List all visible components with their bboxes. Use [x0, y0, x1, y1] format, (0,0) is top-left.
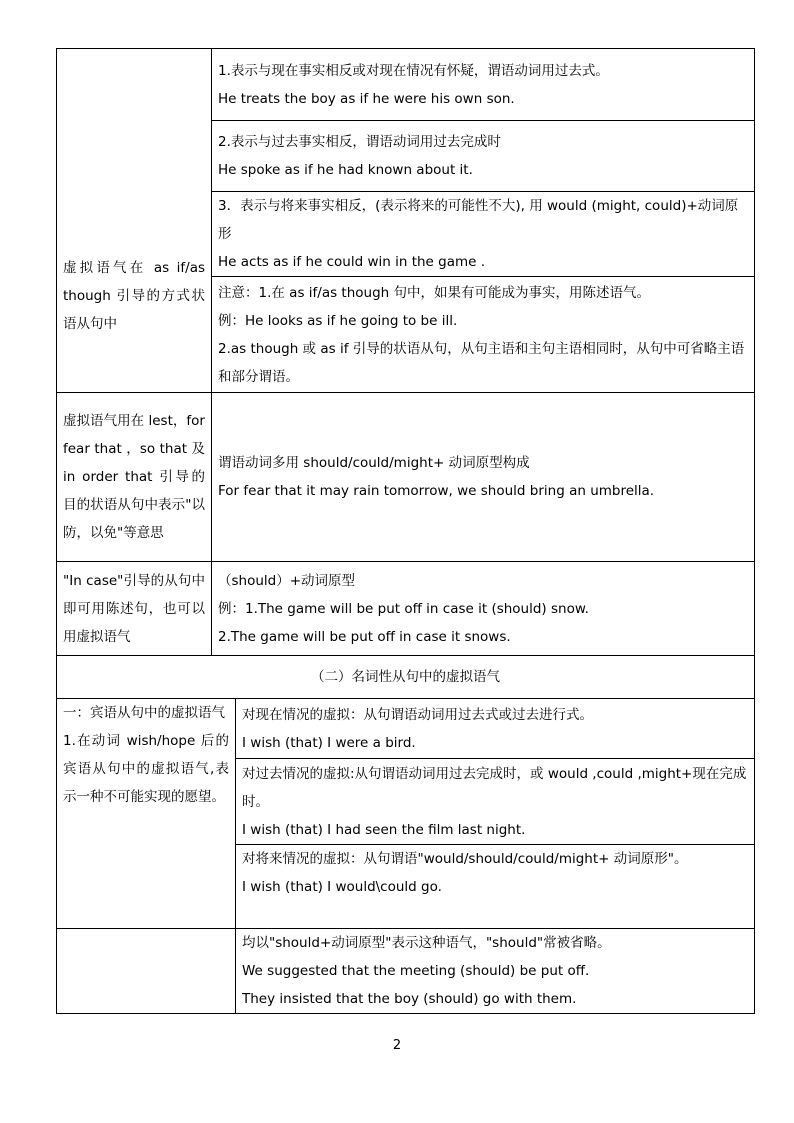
example-future: He acts as if he could win in the game .	[218, 254, 486, 270]
row-note	[212, 277, 755, 393]
lest-label	[57, 393, 212, 562]
note-omission: 2.as though 或 as if 引导的状语从句，从句主语和主句主语相同时，从句中可省略主语和部分谓语。	[218, 340, 745, 385]
wish-present-example: I wish (that) I were a bird.	[242, 734, 416, 751]
in-case-rule: （should）+动词原型	[218, 572, 356, 589]
note-rule: 注意：1.在 as if/as though 句中，如果有可能成为事实，用陈述语气。	[218, 284, 650, 301]
row-past	[212, 121, 755, 192]
object-clause-label	[57, 699, 236, 929]
wish-future-example: I wish (that) I would\could go.	[242, 879, 442, 895]
page-number: 2	[392, 1038, 402, 1053]
as-if-label-text: 虚拟语气在 as if/as though 引导的方式状语从句中	[63, 259, 205, 332]
document-page	[56, 48, 754, 1014]
suggest-example-1: We suggested that the meeting (should) be put off.	[242, 963, 590, 979]
in-case-example-1: 例：1.The game will be put off in case it (should) snow.	[218, 600, 589, 617]
suggest-rule: 均以"should+动词原型"表示这种语气，"should"常被省略。	[242, 935, 611, 951]
in-case-example-2: 2.The game will be put off in case it snows.	[218, 628, 511, 645]
suggest-label	[57, 929, 236, 1014]
suggest-content	[236, 929, 755, 1014]
as-if-label	[57, 49, 212, 393]
example-present: He treats the boy as if he were his own son.	[218, 90, 515, 107]
suggest-example-2: They insisted that the boy (should) go with them.	[242, 991, 577, 1007]
wish-past-row	[236, 759, 755, 845]
section-heading	[57, 656, 755, 699]
row-future	[212, 192, 755, 277]
note-example: 例：He looks as if he going to be ill.	[218, 312, 458, 329]
row-present	[212, 49, 755, 121]
lest-example: For fear that it may rain tomorrow, we should bring an umbrella.	[218, 483, 655, 499]
lest-content	[212, 393, 755, 562]
wish-future-row	[236, 845, 755, 929]
in-case-content	[212, 562, 755, 656]
wish-future-rule: 对将来情况的虚拟：从句谓语"would/should/could/might+ 动词原形"。	[242, 851, 688, 867]
grammar-table-lower	[56, 698, 755, 1014]
lest-rule: 谓语动词多用 should/could/might+ 动词原型构成	[218, 455, 530, 471]
wish-present-rule: 对现在情况的虚拟：从句谓语动词用过去式或过去进行式。	[242, 706, 593, 723]
grammar-table-upper	[56, 48, 755, 699]
wish-present-row	[236, 699, 755, 759]
rule-past: 2.表示与过去事实相反，谓语动词用过去完成时	[218, 134, 501, 150]
rule-present: 1.表示与现在事实相反或对现在情况有怀疑，谓语动词用过去式。	[218, 62, 609, 79]
object-clause-title: 一：宾语从句中的虚拟语气	[63, 705, 225, 721]
object-clause-desc: 1.在动词 wish/hope 后的宾语从句中的虚拟语气,表示一种不可能实现的愿望。	[63, 733, 229, 805]
section-heading-text: （二）名词性从句中的虚拟语气	[311, 669, 500, 685]
in-case-label	[57, 562, 212, 656]
wish-past-example: I wish (that) I had seen the film last night.	[242, 821, 526, 838]
example-past: He spoke as if he had known about it.	[218, 162, 473, 178]
wish-past-rule: 对过去情况的虚拟:从句谓语动词用过去完成时，或 would ,could ,might+现在完成时。	[242, 765, 747, 810]
in-case-label-text: "In case"引导的从句中即可用陈述句，也可以用虚拟语气	[63, 572, 205, 645]
rule-future: 3．表示与将来事实相反，(表示将来的可能性不大), 用 would (might, could)+动词原形	[218, 198, 739, 242]
lest-label-text: 虚拟语气用在 lest，for fear that ，so that 及 in order that 引导的目的状语从句中表示"以防，以免"等意思	[63, 413, 205, 541]
